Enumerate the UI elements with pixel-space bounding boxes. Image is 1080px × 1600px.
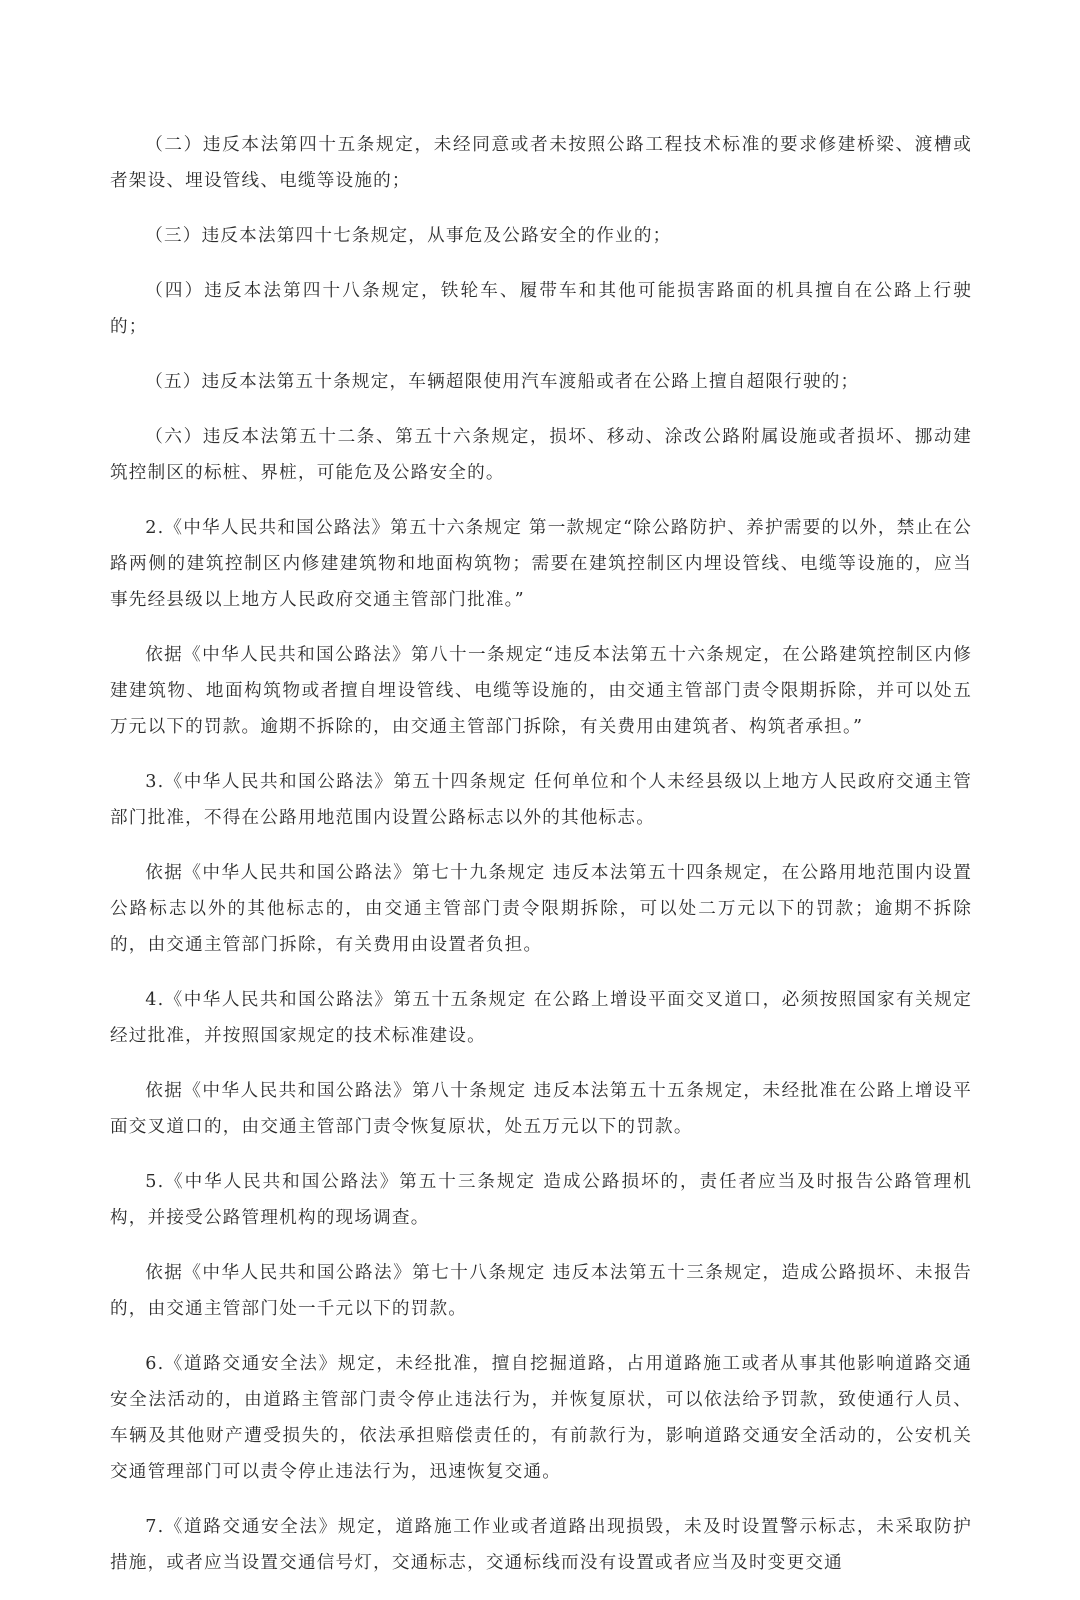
paragraph-clause-2: （二）违反本法第四十五条规定，未经同意或者未按照公路工程技术标准的要求修建桥梁、渡槽或者架设、埋设管线、电缆等设施的； — [110, 135, 972, 191]
paragraph-item-2-rule: 2.《中华人民共和国公路法》第五十六条规定 第一款规定“除公路防护、养护需要的以外，禁止在公路两侧的建筑控制区内修建建筑物和地面构筑物；需要在建筑控制区内埋设管线、电缆等设施的，应当事先经县级以上地方人民政府交通主管部门批准。” — [110, 518, 972, 610]
paragraph-item-3-basis: 依据《中华人民共和国公路法》第七十九条规定 违反本法第五十四条规定，在公路用地范围内设置公路标志以外的其他标志的，由交通主管部门责令限期拆除，可以处二万元以下的罚款；逾期不拆除的，由交通主管部门拆除，有关费用由设置者负担。 — [110, 863, 972, 955]
paragraph-item-6: 6.《道路交通安全法》规定，未经批准，擅自挖掘道路，占用道路施工或者从事其他影响道路交通安全法活动的，由道路主管部门责令停止违法行为，并恢复原状，可以依法给予罚款，致使通行人员、车辆及其他财产遭受损失的，依法承担赔偿责任的，有前款行为，影响道路交通安全活动的，公安机关交通管理部门可以责令停止违法行为，迅速恢复交通。 — [110, 1354, 972, 1482]
paragraph-item-5-rule: 5.《中华人民共和国公路法》第五十三条规定 造成公路损坏的，责任者应当及时报告公路管理机构，并接受公路管理机构的现场调查。 — [110, 1172, 972, 1228]
paragraph-clause-3: （三）违反本法第四十七条规定，从事危及公路安全的作业的； — [145, 226, 672, 246]
paragraph-clause-4: （四）违反本法第四十八条规定，铁轮车、履带车和其他可能损害路面的机具擅自在公路上行驶的； — [110, 281, 972, 337]
paragraph-item-3-rule: 3.《中华人民共和国公路法》第五十四条规定 任何单位和个人未经县级以上地方人民政府交通主管部门批准，不得在公路用地范围内设置公路标志以外的其他标志。 — [110, 772, 972, 828]
paragraph-item-4-basis: 依据《中华人民共和国公路法》第八十条规定 违反本法第五十五条规定，未经批准在公路上增设平面交叉道口的，由交通主管部门责令恢复原状，处五万元以下的罚款。 — [110, 1081, 972, 1137]
paragraph-clause-6: （六）违反本法第五十二条、第五十六条规定，损坏、移动、涂改公路附属设施或者损坏、挪动建筑控制区的标桩、界桩，可能危及公路安全的。 — [110, 427, 972, 483]
document-body — [110, 127, 972, 1600]
paragraph-item-4-rule: 4.《中华人民共和国公路法》第五十五条规定 在公路上增设平面交叉道口，必须按照国家有关规定经过批准，并按照国家规定的技术标准建设。 — [110, 990, 972, 1046]
paragraph-clause-5: （五）违反本法第五十条规定，车辆超限使用汽车渡船或者在公路上擅自超限行驶的； — [145, 372, 860, 392]
paragraph-item-7: 7.《道路交通安全法》规定，道路施工作业或者道路出现损毁，未及时设置警示标志，未采取防护措施，或者应当设置交通信号灯，交通标志，交通标线而没有设置或者应当及时变更交通 — [110, 1517, 972, 1573]
paragraph-item-5-basis: 依据《中华人民共和国公路法》第七十八条规定 违反本法第五十三条规定，造成公路损坏、未报告的，由交通主管部门处一千元以下的罚款。 — [110, 1263, 972, 1319]
paragraph-item-2-basis: 依据《中华人民共和国公路法》第八十一条规定“违反本法第五十六条规定，在公路建筑控制区内修建建筑物、地面构筑物或者擅自埋设管线、电缆等设施的，由交通主管部门责令限期拆除，并可以处五万元以下的罚款。逾期不拆除的，由交通主管部门拆除，有关费用由建筑者、构筑者承担。” — [110, 645, 972, 737]
